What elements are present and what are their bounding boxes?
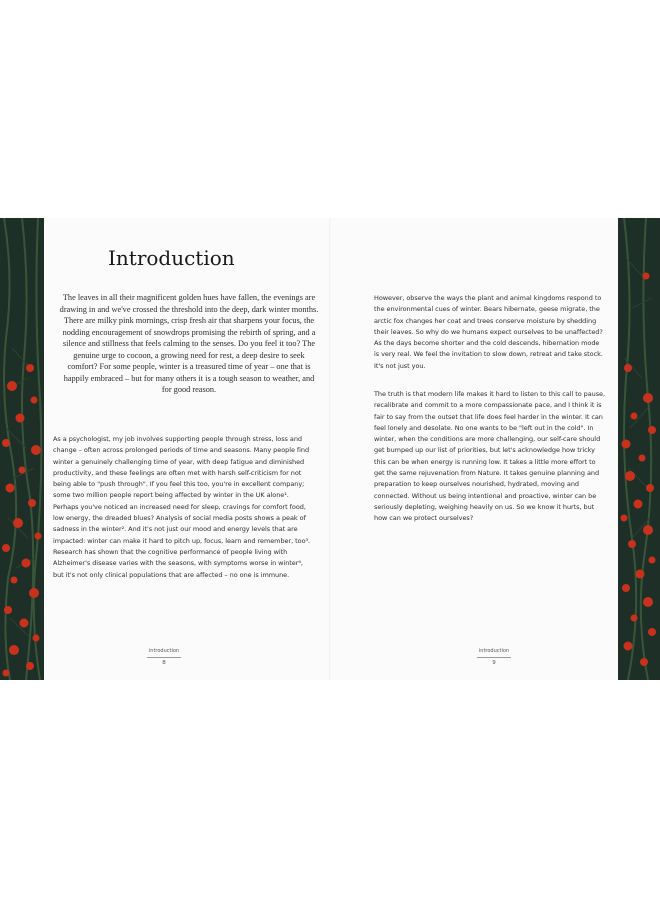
body-paragraph-1: However, observe the ways the plant and animal kingdoms respond to the environmental cues of winter. Bears hibernate, geese migrate, the arctic fox changes her coat and trees conserve moisture by shedding their leaves. So why do we humans expect ourselves to be unaffected? As the days become shorter and the cold descends, hibernation mode is very real. We feel the invitation to slow down, retreat and take stock. It's not just you. [374,294,603,370]
body-paragraph: As a psychologist, my job involves supporting people through stress, loss and change – often across prolonged periods of time and seasons. Many people find winter a genuinely challenging time of year, with deep fatigue and diminished productivity, and these feelings are often met with harsh self-criticism for not being able to "push through". If you feel this too, you're in excellent company; some two million people report being affected by winter in the UK alone¹. Perhaps you've noticed an increased need for sleep, cravings for comfort food, low energy, the dreaded blues? Analysis of social media posts shows a peak of sadness in the winter². And it's not just our mood and energy levels that are impacted: winter can make it hard to pitch up, focus, learn and remember, too³. Research has shown that the cognitive performance of people living with Alzheimer's disease varies with the seasons, with symptoms worse in winter⁴, but it's not only clinical populations that are affected – no one is immune. [53,435,311,579]
running-footer-label: introduction [477,648,511,658]
page-title: Introduction [108,246,235,270]
botanical-illustration-left [0,218,44,680]
book-spread [0,218,660,680]
running-footer-label: introduction [147,648,181,658]
left-page [44,218,330,680]
body-paragraph-2: The truth is that modern life makes it hard to listen to this call to pause, recalibrate and commit to a more compassionate pace, and I think it is fair to say from the outset that life does feel harder in the winter. It can feel lonely and desolate. No one wants to be "left out in the cold". In winter, when the conditions are more challenging, our self-care should get bumped up our list of priorities, but let's acknowledge how tricky this can be when energy is running low. It takes a little more effort to get the same rejuvenation from Nature. It takes genuine planning and preparation to keep ourselves nourished, hydrated, moving and connected. Without us being intentional and proactive, winter can be seriously depleting, weighing heavily on us. So we know it hurts, but how can we protect ourselves? [374,390,606,523]
page-number: 8 [162,660,166,666]
botanical-illustration-right [618,218,660,680]
page-number: 9 [492,660,496,666]
right-page [330,218,618,680]
intro-paragraph: The leaves in all their magnificent golden hues have fallen, the evenings are drawing in and we've crossed the threshold into the deep, dark winter months. There are milky pink mornings, crisp fresh air that sharpens your focus, the nodding encouragement of snowdrops promising the rebirth of spring, and a silence and stillness that feels calming to the senses. Do you feel it too? The genuine urge to cocoon, a growing need for rest, a deep desire to seek comfort? For some people, winter is a treasured time of year – one that is happily embraced – but for many others it is a tough season to weather, and for good reason. [59,293,319,395]
page-footer-left [134,648,194,666]
page-footer-right [464,648,524,666]
